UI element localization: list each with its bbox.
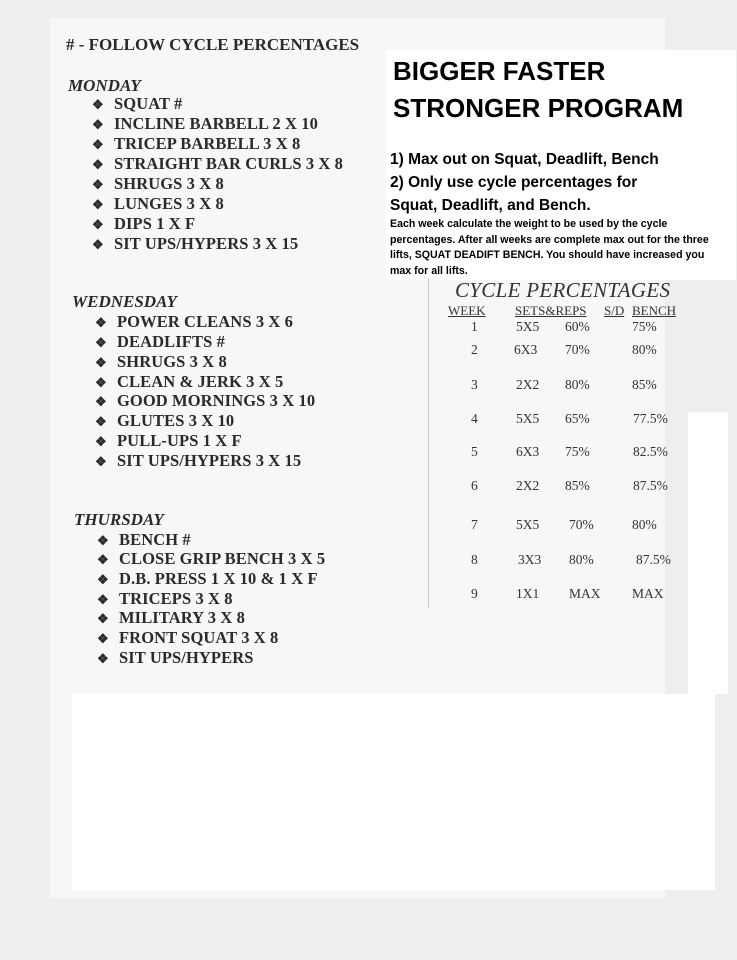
exercise-list-item: ❖ SHRUGS 3 X 8 <box>92 174 224 193</box>
bullet-icon: ❖ <box>92 237 104 252</box>
cycle-table-title: CYCLE PERCENTAGES <box>455 278 671 302</box>
note-cycle-percentages: 2) Only use cycle percentages for <box>390 174 638 191</box>
table-cell-bench: 80% <box>632 517 657 532</box>
bullet-icon: ❖ <box>95 414 107 429</box>
bullet-icon: ❖ <box>92 177 104 192</box>
table-cell-week: 1 <box>471 319 478 334</box>
exercise-list-item: ❖ TRICEP BARBELL 3 X 8 <box>92 134 301 153</box>
table-cell-sd: 60% <box>565 319 590 334</box>
exercise-list-item: ❖ FRONT SQUAT 3 X 8 <box>97 628 279 647</box>
table-cell-sd: 65% <box>565 411 590 426</box>
table-cell-week: 3 <box>471 377 478 392</box>
note-cycle-lifts: Squat, Deadlift, and Bench. <box>390 197 591 214</box>
program-title-line-1: BIGGER FASTER <box>393 56 606 86</box>
exercise-list-item: ❖ SIT UPS/HYPERS <box>97 648 254 667</box>
program-title-line-2: STRONGER PROGRAM <box>393 93 684 123</box>
table-cell-bench: 82.5% <box>633 444 668 459</box>
exercise-list-item: ❖ PULL-UPS 1 X F <box>95 431 242 450</box>
bullet-icon: ❖ <box>95 355 107 370</box>
table-cell-bench: 87.5% <box>636 552 671 567</box>
bullet-icon: ❖ <box>92 217 104 232</box>
day-title-wednesday: WEDNESDAY <box>72 292 177 311</box>
day-title-thursday: THURSDAY <box>74 510 164 529</box>
exercise-list-item: ❖ BENCH # <box>97 530 191 549</box>
table-cell-bench: MAX <box>632 586 664 601</box>
column-header-week: WEEK <box>448 303 486 318</box>
bullet-icon: ❖ <box>97 631 109 646</box>
exercise-list-item: ❖ INCLINE BARBELL 2 X 10 <box>92 114 318 133</box>
table-divider <box>428 278 429 608</box>
table-cell-sd: 70% <box>569 517 594 532</box>
table-cell-week: 4 <box>471 411 478 426</box>
bullet-icon: ❖ <box>97 552 109 567</box>
table-cell-sets: 6X3 <box>516 444 540 459</box>
day-title-monday: MONDAY <box>68 76 141 95</box>
exercise-list-item: ❖ LUNGES 3 X 8 <box>92 194 224 213</box>
bullet-icon: ❖ <box>97 651 109 666</box>
column-header-squat-deadlift: S/D <box>604 303 625 318</box>
bullet-icon: ❖ <box>97 611 109 626</box>
table-cell-bench: 85% <box>632 377 657 392</box>
table-cell-bench: 80% <box>632 342 657 357</box>
exercise-list-item: ❖ TRICEPS 3 X 8 <box>97 589 233 608</box>
exercise-list-item: ❖ DIPS 1 X F <box>92 214 196 233</box>
table-cell-sets: 5X5 <box>516 319 540 334</box>
bullet-icon: ❖ <box>92 197 104 212</box>
table-cell-bench: 87.5% <box>633 478 668 493</box>
table-cell-sets: 3X3 <box>518 552 542 567</box>
exercise-list-item: ❖ GOOD MORNINGS 3 X 10 <box>95 391 316 410</box>
exercise-list-item: ❖ SHRUGS 3 X 8 <box>95 352 227 371</box>
bullet-icon: ❖ <box>95 315 107 330</box>
note-max-out: 1) Max out on Squat, Deadlift, Bench <box>390 151 659 168</box>
table-cell-sd: 85% <box>565 478 590 493</box>
exercise-list-item: ❖ GLUTES 3 X 10 <box>95 411 235 430</box>
exercise-list-item: ❖ POWER CLEANS 3 X 6 <box>95 312 293 331</box>
table-cell-sd: 80% <box>565 377 590 392</box>
bullet-icon: ❖ <box>97 572 109 587</box>
exercise-list-item: ❖ MILITARY 3 X 8 <box>97 608 245 627</box>
column-header-bench: BENCH <box>632 303 677 318</box>
column-header-sets-reps: SETS&REPS <box>515 303 587 318</box>
exercise-list-item: ❖ SIT UPS/HYPERS 3 X 15 <box>95 451 302 470</box>
exercise-list-item: ❖ SIT UPS/HYPERS 3 X 15 <box>92 234 299 253</box>
bullet-icon: ❖ <box>95 454 107 469</box>
table-cell-week: 7 <box>471 517 478 532</box>
exercise-list-item: ❖ DEADLIFTS # <box>95 332 225 351</box>
bullet-icon: ❖ <box>95 335 107 350</box>
blank-area-right <box>688 412 728 694</box>
exercise-list-item: ❖ D.B. PRESS 1 X 10 & 1 X F <box>97 569 318 588</box>
bullet-icon: ❖ <box>95 375 107 390</box>
table-cell-sets: 6X3 <box>514 342 538 357</box>
table-cell-week: 8 <box>471 552 478 567</box>
table-cell-week: 9 <box>471 586 478 601</box>
table-cell-sets: 5X5 <box>516 411 540 426</box>
table-cell-week: 6 <box>471 478 478 493</box>
bullet-icon: ❖ <box>97 592 109 607</box>
table-cell-sets: 2X2 <box>516 377 540 392</box>
table-cell-bench: 75% <box>632 319 657 334</box>
instructions-paragraph: Each week calculate the weight to be used by the cycle percentages. After all weeks are complete max out for the three lifts, SQUAT DEADIFT BENCH. You should have increased you max for all lifts. <box>390 218 709 277</box>
table-cell-sd: 80% <box>569 552 594 567</box>
table-cell-week: 5 <box>471 444 478 459</box>
bullet-icon: ❖ <box>92 97 104 112</box>
cycle-note-header: # - FOLLOW CYCLE PERCENTAGES <box>66 35 360 54</box>
table-cell-sets: 1X1 <box>516 586 540 601</box>
table-cell-sets: 5X5 <box>516 517 540 532</box>
bullet-icon: ❖ <box>95 394 107 409</box>
exercise-list-item: ❖ CLEAN & JERK 3 X 5 <box>95 372 284 391</box>
bullet-icon: ❖ <box>92 117 104 132</box>
table-cell-sd: MAX <box>569 586 601 601</box>
bullet-icon: ❖ <box>95 434 107 449</box>
table-cell-sets: 2X2 <box>516 478 540 493</box>
exercise-list-item: ❖ CLOSE GRIP BENCH 3 X 5 <box>97 549 326 568</box>
table-cell-bench: 77.5% <box>633 411 668 426</box>
exercise-list-item: ❖ STRAIGHT BAR CURLS 3 X 8 <box>92 154 344 173</box>
exercise-list-item: ❖ SQUAT # <box>92 94 183 113</box>
table-cell-sd: 70% <box>565 342 590 357</box>
table-cell-week: 2 <box>471 342 478 357</box>
table-cell-sd: 75% <box>565 444 590 459</box>
bullet-icon: ❖ <box>92 157 104 172</box>
bullet-icon: ❖ <box>92 137 104 152</box>
bullet-icon: ❖ <box>97 533 109 548</box>
blank-area-bottom <box>72 694 715 890</box>
